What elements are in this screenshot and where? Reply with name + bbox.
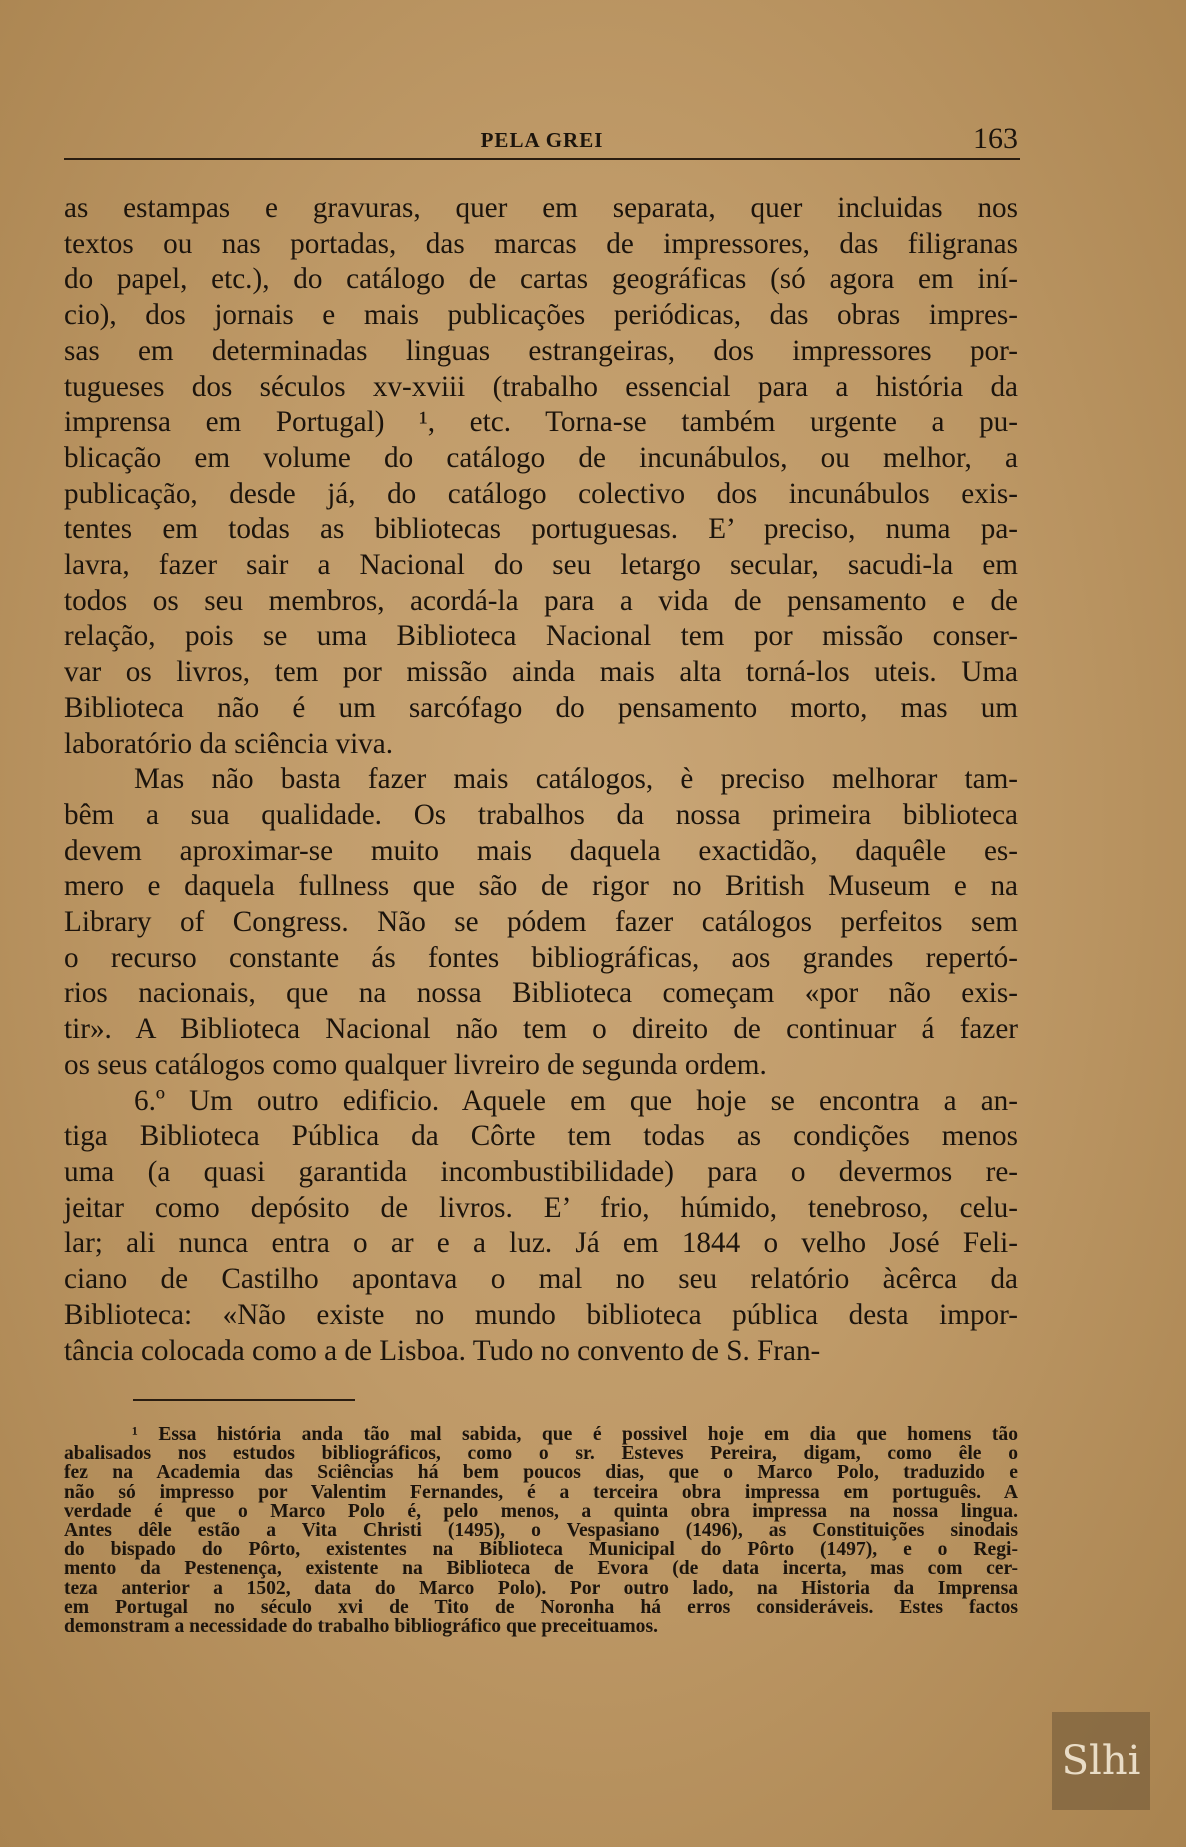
text-line: tugueses dos séculos xv-xviii (trabalho essencial para a história da bbox=[64, 370, 1018, 403]
footnote-line: verdade é que o Marco Polo é, pelo menos, a quinta obra impressa na nossa lingua. bbox=[64, 1500, 1018, 1522]
text-line: sas em determinadas linguas estrangeiras, dos impressores por- bbox=[64, 334, 1018, 367]
running-header bbox=[64, 122, 1020, 158]
text-line: o recurso constante ás fontes bibliográficas, aos grandes repertó- bbox=[64, 941, 1018, 974]
text-line: tiga Biblioteca Pública da Côrte tem todas as condições menos bbox=[64, 1120, 1018, 1153]
text-line: lar; ali nunca entra o ar e a luz. Já em 1844 o velho José Feli- bbox=[64, 1227, 1018, 1260]
text-line: Biblioteca: «Não existe no mundo biblioteca pública desta impor- bbox=[64, 1298, 1018, 1331]
text-line: ciano de Castilho apontava o mal no seu relatório àcêrca da bbox=[64, 1263, 1018, 1296]
text-line: publicação, desde já, do catálogo colectivo dos incunábulos exis- bbox=[64, 477, 1018, 510]
text-line: as estampas e gravuras, quer em separata, quer incluidas nos bbox=[64, 192, 1018, 224]
footnote-line: do bispado do Pôrto, existentes na Biblioteca Municipal do Pôrto (1497), e o Regi- bbox=[64, 1539, 1018, 1561]
text-line: textos ou nas portadas, das marcas de impressores, das filigranas bbox=[64, 227, 1018, 260]
text-line: tentes em todas as bibliotecas portuguesas. E’ preciso, numa pa- bbox=[64, 513, 1018, 546]
footnote-line: abalisados nos estudos bibliográficos, como o sr. Esteves Pereira, digam, como êle o bbox=[64, 1443, 1018, 1465]
text-line: tância colocada como a de Lisboa. Tudo no convento de S. Fran- bbox=[64, 1334, 821, 1367]
text-line: lavra, fazer sair a Nacional do seu letargo secular, sacudi-la em bbox=[64, 549, 1018, 582]
text-line: jeitar como depósito de livros. E’ frio, húmido, tenebroso, celu- bbox=[64, 1191, 1018, 1224]
text-line: rios nacionais, que na nossa Biblioteca começam «por não exis- bbox=[64, 977, 1018, 1010]
footnote-line: ¹ Essa história anda tão mal sabida, que é possivel hoje em dia que homens tão bbox=[132, 1424, 1018, 1445]
text-line: mero e daquela fullness que são de rigor no British Museum e na bbox=[64, 870, 1018, 903]
footnote-line: em Portugal no século xvi de Tito de Noronha há erros consideráveis. Estes factos bbox=[64, 1596, 1018, 1618]
text-line: bêm a sua qualidade. Os trabalhos da nossa primeira biblioteca bbox=[64, 798, 1018, 831]
header-rule bbox=[64, 158, 1020, 160]
footnote-line: demonstram a necessidade do trabalho bibliográfico que preceituamos. bbox=[64, 1616, 658, 1638]
text-line: Mas não basta fazer mais catálogos, è preciso melhorar tam- bbox=[134, 763, 1018, 796]
text-line: Library of Congress. Não se pódem fazer catálogos perfeitos sem bbox=[64, 906, 1018, 939]
text-line: relação, pois se uma Biblioteca Nacional tem por missão conser- bbox=[64, 620, 1018, 653]
footnote-line: Antes dêle estão a Vita Christi (1495), o Vespasiano (1496), as Constituições sinodais bbox=[64, 1520, 1018, 1542]
text-line: laboratório da sciência viva. bbox=[64, 727, 394, 760]
text-line: Biblioteca não é um sarcófago do pensamento morto, mas um bbox=[64, 691, 1018, 724]
text-line: cio), dos jornais e mais publicações periódicas, das obras impres- bbox=[64, 299, 1018, 332]
text-line: uma (a quasi garantida incombustibilidade) para o devermos re- bbox=[64, 1155, 1018, 1188]
library-logo: Slhi bbox=[1052, 1712, 1150, 1810]
text-line: devem aproximar-se muito mais daquela exactidão, daquêle es- bbox=[64, 834, 1018, 867]
text-line: tir». A Biblioteca Nacional não tem o direito de continuar á fazer bbox=[64, 1013, 1018, 1046]
main-text bbox=[64, 191, 1018, 1369]
footnote-line: fez na Academia das Sciências há bem poucos dias, que o Marco Polo, traduzido e bbox=[64, 1462, 1018, 1484]
footnote bbox=[64, 1425, 1018, 1636]
footnote-line: teza anterior a 1502, data do Marco Polo). Por outro lado, na Historia da Imprensa bbox=[64, 1577, 1018, 1599]
footnote-rule bbox=[133, 1399, 355, 1401]
text-line: os seus catálogos como qualquer livreiro de segunda ordem. bbox=[64, 1048, 767, 1081]
text-line: blicação em volume do catálogo de incunábulos, ou melhor, a bbox=[64, 441, 1018, 474]
footnote-line: não só impresso por Valentim Fernandes, é a terceira obra impressa em português. A bbox=[64, 1481, 1018, 1503]
text-line: var os livros, tem por missão ainda mais alta torná-los uteis. Uma bbox=[64, 656, 1018, 689]
text-line: todos os seu membros, acordá-la para a vida de pensamento e de bbox=[64, 584, 1018, 617]
text-line: 6.º Um outro edificio. Aquele em que hoje se encontra a an- bbox=[134, 1084, 1018, 1117]
page-number: 163 bbox=[973, 122, 1018, 155]
text-line: imprensa em Portugal) ¹, etc. Torna-se também urgente a pu- bbox=[64, 406, 1018, 439]
text-line: do papel, etc.), do catálogo de cartas geográficas (só agora em iní- bbox=[64, 263, 1018, 296]
running-title: PELA GREI bbox=[480, 128, 604, 152]
footnote-line: mento da Pestenença, existente na Biblioteca de Evora (de data incerta, mas com cer- bbox=[64, 1558, 1018, 1580]
